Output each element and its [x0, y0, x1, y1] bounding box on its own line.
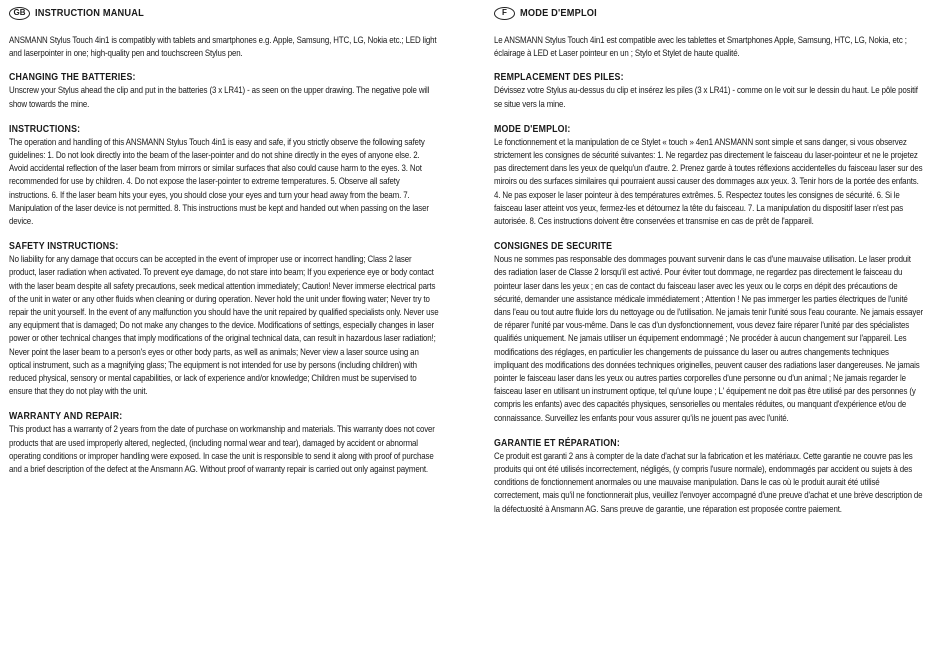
english-intro: [9, 34, 441, 60]
section-heading: SAFETY INSTRUCTIONS:: [9, 241, 119, 253]
section-mode-emploi: [494, 124, 924, 228]
section-consignes-securite: [494, 241, 924, 425]
section-garantie-reparation: [494, 438, 924, 516]
french-title: MODE D'EMPLOI: [520, 7, 597, 19]
section-heading: REMPLACEMENT DES PILES:: [494, 72, 624, 84]
english-intro-text: ANSMANN Stylus Touch 4in1 is compatibly with tablets and smartphones e.g. Apple, Samsung, HTC, LG, Nokia etc.; LED light and laserpointer in one; high-quality pen and touchscreen Stylus pen.: [9, 35, 437, 59]
french-header: [494, 6, 924, 20]
section-body: Unscrew your Stylus ahead the clip and put in the batteries (3 x LR41) - as seen on the upper drawing. The negative pole will show towards the mine.: [9, 85, 430, 109]
language-badge-gb: GB: [9, 7, 30, 20]
section-heading: GARANTIE ET RÉPARATION:: [494, 437, 620, 449]
english-header: [9, 6, 441, 20]
section-body: Nous ne sommes pas responsable des dommages pouvant survenir dans le cas d'une mauvaise utilisation. Le laser produit des radiation laser de Classe 2 lorsqu'il est activé. Pour éviter tout dommage, ne regardez pas directement le faisceau du pointeur laser dans les yeux ; en cas de contact du faisceau laser avec les yeux ou le corps en dépit des précautions de sécurité, demander une assistance médicale immédiatement ; Attention ! Ne pas immerger les parties électriques de l'unité dans l'eau ou tout autre fluide lors du nettoyage ou de l'utilisation. Ne jamais tenir l'unité sous l'eau courante. Ne jamais essayer de réparer l'unité par vous-même. Dans le cas d'un dysfonctionnement, vous devez faire réparer l'unité par des spécialistes qualifiés uniquement. Ne jamais utiliser un équipement endommagé ; Ne procéder à aucun changement sur l'appareil. Les modifications des réglages, en particulier les changements de puissance du laser ou autres changements techniques impliquant des modifications des données techniques originelles, peuvent causer des radiations laser dangereuses. Ne jamais pointer le faisceau laser dans les yeux ou autres parties corporelles d'une personne ou d'un animal ; Ne jamais regarder le faisceau laser en utilisant un instrument optique, tel qu'une loupe ; L' équipement ne doit pas être utilisé par des personnes (y compris les enfants) avec des capacités physiques, sensorielles ou mentales réduites, ou manquant d'expérience et/ou de connaissance. Surveillez les enfants pour vous assurer qu'ils ne jouent pas avec l'unité.: [494, 254, 923, 423]
section-body: Dévissez votre Stylus au-dessus du clip et insérez les piles (3 x LR41) - comme on le voit sur le dessin du haut. Le pôle positif se situe vers la mine.: [494, 85, 918, 109]
section-body: This product has a warranty of 2 years from the date of purchase on workmanship and materials. This warranty does not cover products that are used improperly altered, neglected, (including normal wear and tear), damaged by accident or abnormal operating conditions or improper handling were exposed. In case the unit is responsible to send it along with proof of purchase and a brief description of the defect at the Ansmann AG. Without proof of warranty repair is carried out only against payment.: [9, 424, 435, 475]
section-body: Ce produit est garanti 2 ans à compter de la date d'achat sur la fabrication et les matériaux. Cette garantie ne couvre pas les produits qui ont été utilisés incorrectement, négligés, (y compris l'usure normale), endommagés par accident ou sujets à des conditions de fonctionnement anormales ou une mauvaise manipulation. Dans le cas où le produit aurait été utilisé correctement, mais qu'il ne fonctionnerait plus, veuillez l'envoyer accompagné d'une preuve d'achat et une brève description de la défectuosité à Ansmann AG. Sans preuve de garantie, une réparation est proposée contre paiement.: [494, 450, 923, 514]
section-instructions: [9, 124, 441, 228]
section-heading: WARRANTY AND REPAIR:: [9, 411, 123, 423]
section-remplacement-piles: [494, 72, 924, 110]
section-heading: CHANGING THE BATTERIES:: [9, 72, 136, 84]
section-body: No liability for any damage that occurs can be accepted in the event of improper use or incorrect handling; Class 2 laser product, laser radiation when activated. To prevent eye damage, do not stare into beam; If you experience eye or body contact with the laser beam despite all safety precautions, seek medical attention immediately; Caution! Never immerse electrical parts of the unit in water or any other fluids when cleaning or during operation. Never hold the unit under flowing water; Never try to repair the unit yourself. In the event of any malfunction you should have the unit repaired by qualified specialists only. Never use any equipment that is damaged; Do not make any changes to the device. Modifications of settings, especially changes in laser power or other technical changes that imply modifications of the original technical data, can result in hazardous laser radiation!; Never point the laser beam to a person's eyes or other body parts, as well as animals; Never view a laser source using an optical instrument, such as a magnifying glass; The equipment is not intended for use by persons (including children) with reduced physical, sensory or mental capabilities, or lack of experience and/or knowledge; Children must be supervised to ensure that they do not play with the unit.: [9, 254, 439, 397]
section-heading: INSTRUCTIONS:: [9, 123, 81, 135]
language-badge-f: F: [494, 7, 515, 20]
section-body: Le fonctionnement et la manipulation de ce Stylet « touch » 4en1 ANSMANN sont simple et sans danger, si vous observez strictement les consignes de sécurité suivantes: 1. Ne regardez pas directement le faisceau du laser-pointeur et ne le projetez pas directement dans les yeux de quelqu'un d'autre. 2. Prenez garde à toutes réflexions accidentelles du faisceau laser sur des miroirs ou des surfaces similaires qui pourraient aussi causer des dommages aux yeux. 3. Tenir hors de la portée des enfants. 4. Ne pas exposer le laser pointeur à des températures extrêmes. 5. Respectez toutes les consignes de sécurité. 6. Si le faisceau laser atteint vos yeux, fermez-les et détournez la tête du faisceau. 7. La manipulation du dispositif laser n'est pas autorisée. 8. Ces instructions doivent être conservées et transmise en cas de prêt de l'appareil.: [494, 136, 923, 227]
section-changing-batteries: [9, 72, 441, 110]
section-body: The operation and handling of this ANSMANN Stylus Touch 4in1 is easy and safe, if you strictly observe the following safety guidelines: 1. Do not look directly into the beam of the laser-pointer and do not shine directly in the eyes of anyone else. 2. Avoid accidental reflection of the laser beam from mirrors or similar surfaces that also could cause harm to the eyes. 3. Not recommended for use by children. 4. Do not expose the laser-pointer to extreme temperatures. 5. Observe all safety instructions. 6. If the laser beam hits your eyes, you should close your eyes and turn your head away from the beam. 7. Manipulation of the laser device is not permitted. 8. This instructions must be kept and handed out when passing on the laser device.: [9, 136, 429, 227]
english-title: INSTRUCTION MANUAL: [35, 7, 144, 19]
french-intro-text: Le ANSMANN Stylus Touch 4in1 est compatible avec les tablettes et Smartphones Apple, Samsung, HTC, LG, Nokia, etc ; éclairage à LED et Laser pointeur en un ; Stylo et Stylet de haute qualité.: [494, 35, 907, 59]
french-intro: [494, 34, 924, 60]
section-safety-instructions: [9, 241, 441, 398]
section-heading: MODE D'EMPLOI:: [494, 123, 571, 135]
english-column: [9, 6, 441, 489]
section-heading: CONSIGNES DE SECURITE: [494, 241, 613, 253]
french-column: [494, 6, 924, 529]
section-warranty-repair: [9, 411, 441, 476]
